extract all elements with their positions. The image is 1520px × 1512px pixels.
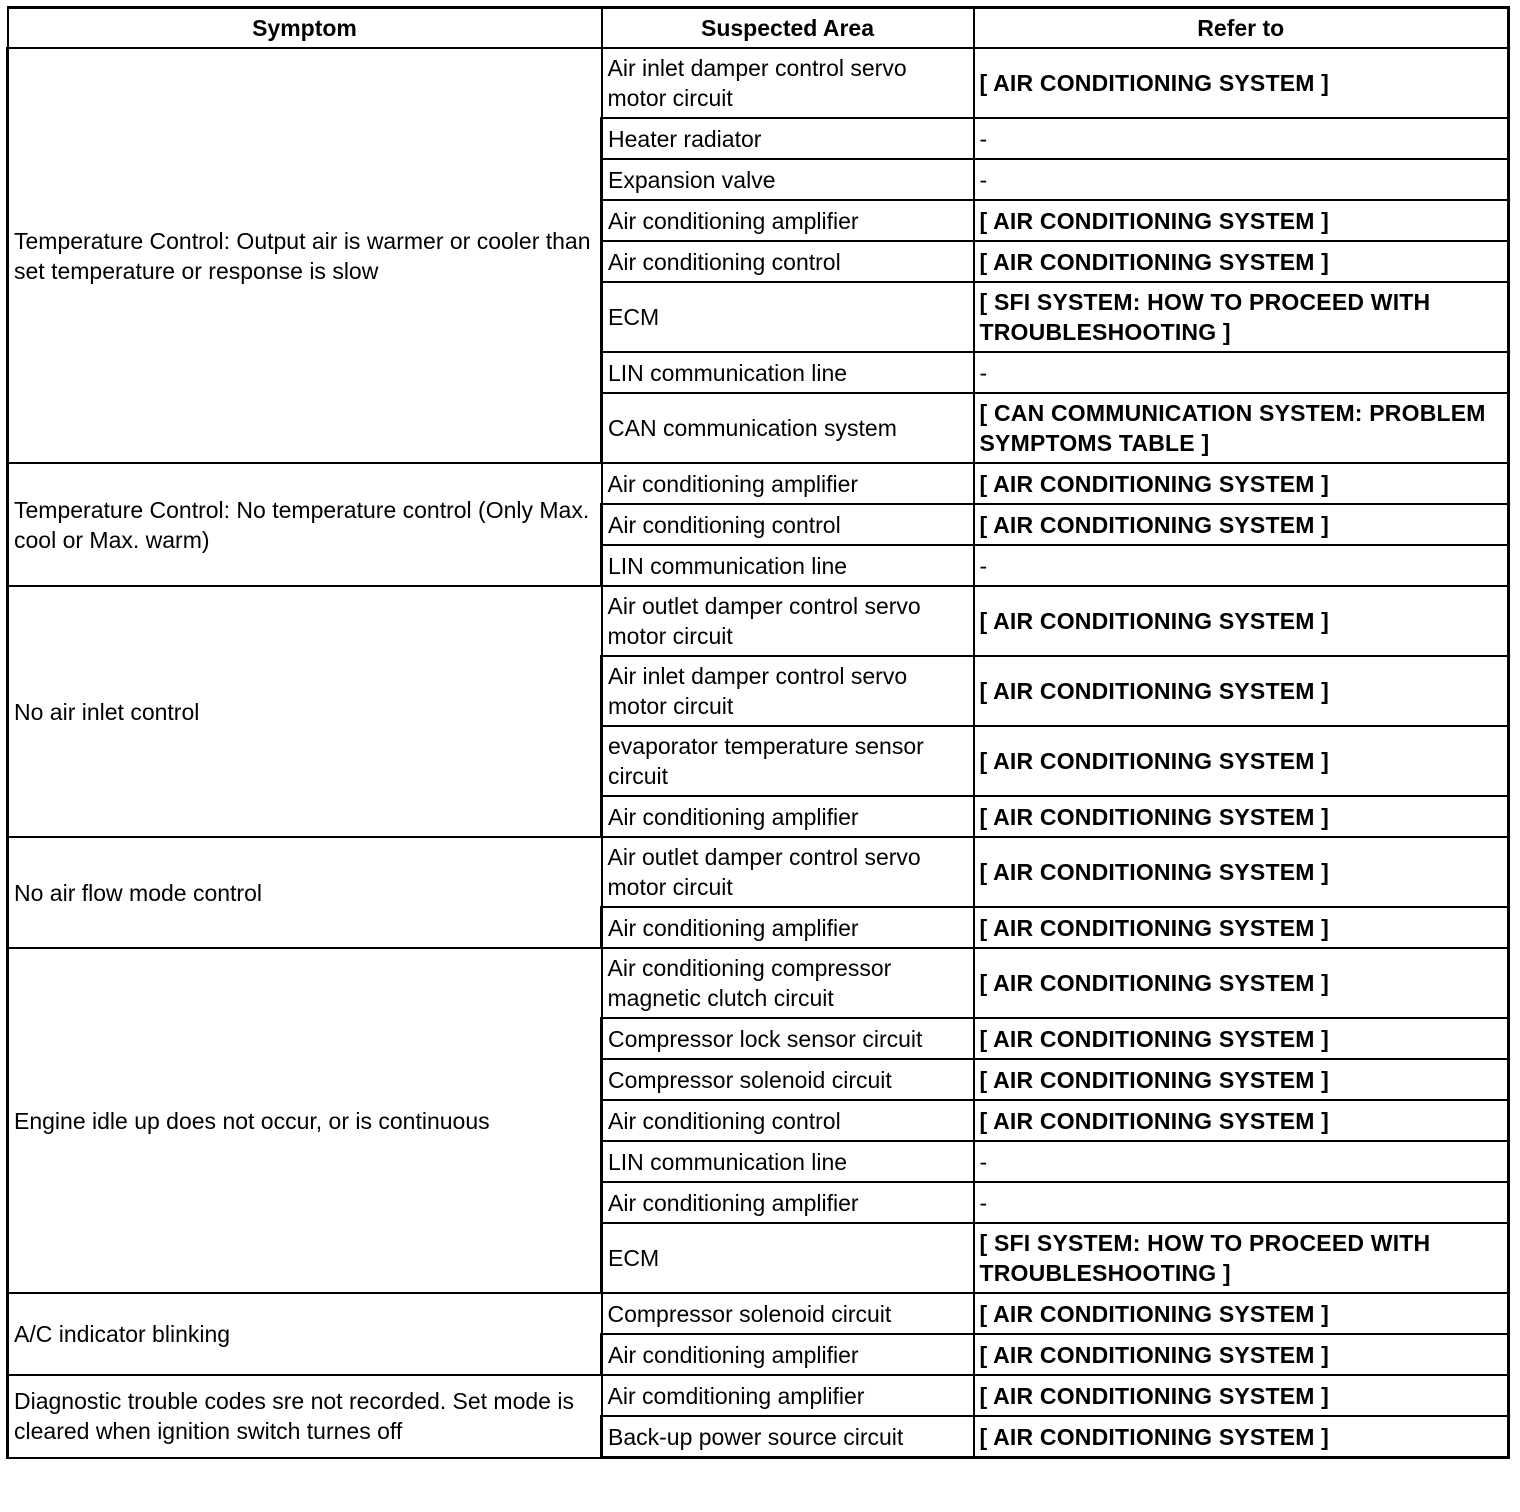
refer-to-cell: [ AIR CONDITIONING SYSTEM ]: [974, 1334, 1509, 1375]
refer-to-cell: [ AIR CONDITIONING SYSTEM ]: [974, 796, 1509, 837]
suspected-area-cell: Expansion valve: [602, 159, 974, 200]
problem-symptoms-table: [6, 6, 1510, 1459]
suspected-area-cell: LIN communication line: [602, 352, 974, 393]
refer-to-cell: -: [974, 1141, 1509, 1182]
symptom-cell: Temperature Control: Output air is warmer or cooler than set temperature or response is slow: [8, 48, 602, 463]
table-row: [8, 1293, 1509, 1334]
refer-to-cell: -: [974, 545, 1509, 586]
table-header-row: [8, 8, 1509, 49]
suspected-area-cell: Air inlet damper control servo motor circuit: [602, 656, 974, 726]
suspected-area-cell: Air conditioning amplifier: [602, 463, 974, 504]
suspected-area-cell: Air conditioning control: [602, 504, 974, 545]
symptom-cell: Engine idle up does not occur, or is continuous: [8, 948, 602, 1293]
suspected-area-cell: Air conditioning compressor magnetic clutch circuit: [602, 948, 974, 1018]
suspected-area-cell: ECM: [602, 282, 974, 352]
table-row: [8, 48, 1509, 118]
refer-to-cell: [ AIR CONDITIONING SYSTEM ]: [974, 1416, 1509, 1458]
suspected-area-cell: CAN communication system: [602, 393, 974, 463]
suspected-area-cell: Air conditioning control: [602, 1100, 974, 1141]
suspected-area-cell: Air conditioning control: [602, 241, 974, 282]
suspected-area-cell: Air conditioning amplifier: [602, 796, 974, 837]
suspected-area-cell: Compressor solenoid circuit: [602, 1059, 974, 1100]
refer-to-cell: [ AIR CONDITIONING SYSTEM ]: [974, 726, 1509, 796]
refer-to-cell: [ AIR CONDITIONING SYSTEM ]: [974, 837, 1509, 907]
refer-to-cell: -: [974, 1182, 1509, 1223]
refer-to-cell: [ AIR CONDITIONING SYSTEM ]: [974, 1059, 1509, 1100]
suspected-area-cell: Air conditioning amplifier: [602, 1182, 974, 1223]
refer-to-cell: [ AIR CONDITIONING SYSTEM ]: [974, 1100, 1509, 1141]
refer-to-cell: [ AIR CONDITIONING SYSTEM ]: [974, 1018, 1509, 1059]
refer-to-cell: [ AIR CONDITIONING SYSTEM ]: [974, 656, 1509, 726]
suspected-area-cell: Air conditioning amplifier: [602, 1334, 974, 1375]
refer-to-cell: [ AIR CONDITIONING SYSTEM ]: [974, 1293, 1509, 1334]
refer-to-cell: [ CAN COMMUNICATION SYSTEM: PROBLEM SYMPTOMS TABLE ]: [974, 393, 1509, 463]
table-row: [8, 837, 1509, 907]
refer-to-cell: [ AIR CONDITIONING SYSTEM ]: [974, 948, 1509, 1018]
suspected-area-cell: ECM: [602, 1223, 974, 1293]
suspected-area-cell: Air inlet damper control servo motor circuit: [602, 48, 974, 118]
table-row: [8, 463, 1509, 504]
suspected-area-cell: Air comditioning amplifier: [602, 1375, 974, 1416]
refer-to-cell: [ AIR CONDITIONING SYSTEM ]: [974, 463, 1509, 504]
symptom-cell: No air inlet control: [8, 586, 602, 837]
suspected-area-cell: Air outlet damper control servo motor circuit: [602, 586, 974, 656]
suspected-area-cell: Heater radiator: [602, 118, 974, 159]
suspected-area-cell: evaporator temperature sensor circuit: [602, 726, 974, 796]
table-row: [8, 1375, 1509, 1416]
refer-to-cell: [ AIR CONDITIONING SYSTEM ]: [974, 586, 1509, 656]
refer-to-cell: [ AIR CONDITIONING SYSTEM ]: [974, 1375, 1509, 1416]
suspected-area-cell: Air conditioning amplifier: [602, 200, 974, 241]
header-symptom: Symptom: [8, 8, 602, 49]
header-suspected-area: Suspected Area: [602, 8, 974, 49]
refer-to-cell: [ AIR CONDITIONING SYSTEM ]: [974, 907, 1509, 948]
symptom-cell: No air flow mode control: [8, 837, 602, 948]
suspected-area-cell: Air conditioning amplifier: [602, 907, 974, 948]
refer-to-cell: [ AIR CONDITIONING SYSTEM ]: [974, 200, 1509, 241]
symptom-cell: Temperature Control: No temperature control (Only Max. cool or Max. warm): [8, 463, 602, 586]
suspected-area-cell: Back-up power source circuit: [602, 1416, 974, 1458]
refer-to-cell: -: [974, 159, 1509, 200]
refer-to-cell: -: [974, 118, 1509, 159]
refer-to-cell: [ AIR CONDITIONING SYSTEM ]: [974, 241, 1509, 282]
refer-to-cell: [ SFI SYSTEM: HOW TO PROCEED WITH TROUBLESHOOTING ]: [974, 1223, 1509, 1293]
refer-to-cell: [ AIR CONDITIONING SYSTEM ]: [974, 48, 1509, 118]
suspected-area-cell: Compressor solenoid circuit: [602, 1293, 974, 1334]
refer-to-cell: [ AIR CONDITIONING SYSTEM ]: [974, 504, 1509, 545]
table-row: [8, 586, 1509, 656]
suspected-area-cell: LIN communication line: [602, 545, 974, 586]
refer-to-cell: [ SFI SYSTEM: HOW TO PROCEED WITH TROUBLESHOOTING ]: [974, 282, 1509, 352]
header-refer-to: Refer to: [974, 8, 1509, 49]
suspected-area-cell: Compressor lock sensor circuit: [602, 1018, 974, 1059]
symptom-cell: Diagnostic trouble codes sre not recorded. Set mode is cleared when ignition switch turnes off: [8, 1375, 602, 1458]
suspected-area-cell: Air outlet damper control servo motor circuit: [602, 837, 974, 907]
symptom-cell: A/C indicator blinking: [8, 1293, 602, 1375]
suspected-area-cell: LIN communication line: [602, 1141, 974, 1182]
table-row: [8, 948, 1509, 1018]
refer-to-cell: -: [974, 352, 1509, 393]
